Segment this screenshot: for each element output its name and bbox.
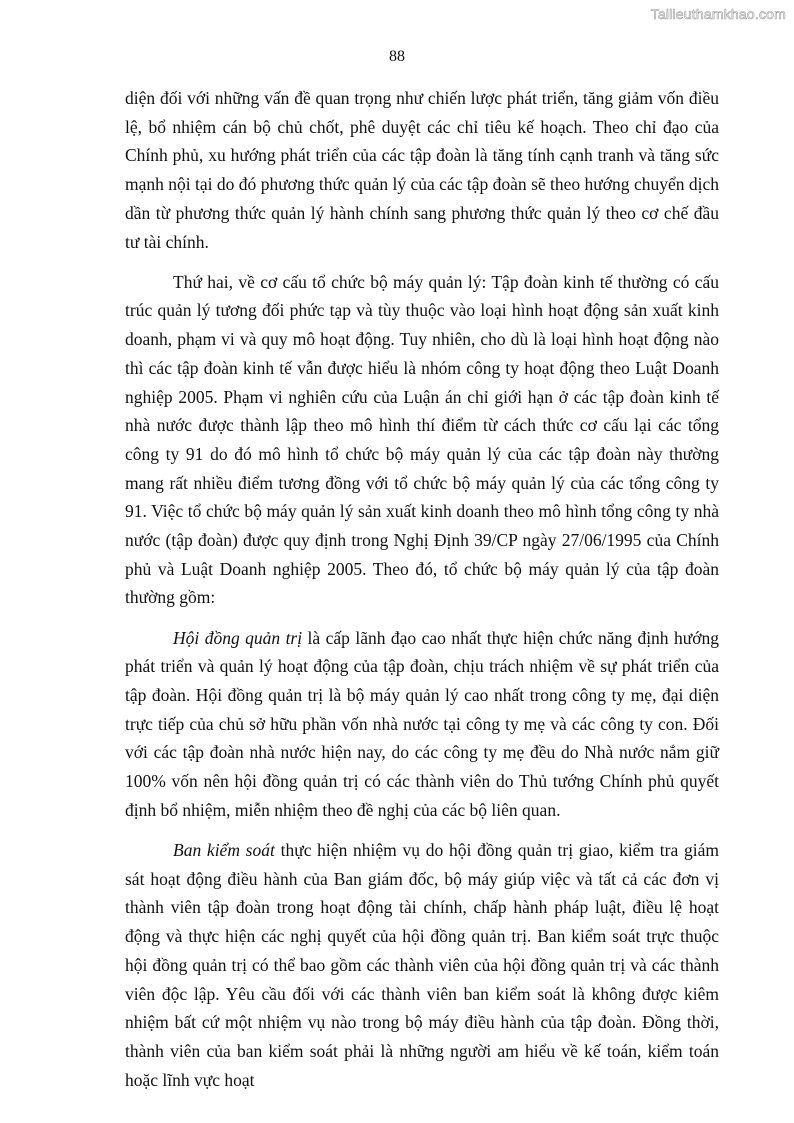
document-body: [125, 84, 719, 1106]
paragraph-board-of-directors: [125, 624, 719, 825]
term-supervisory-board: Ban kiểm soát: [173, 840, 275, 861]
paragraph-organization-structure: [125, 268, 719, 612]
paragraph-text: diện đối với những vấn đề quan trọng như chiến lược phát triển, tăng giảm vốn điều lệ, bổ nhiệm cán bộ chủ chốt, phê duyệt các chỉ tiêu kế hoạch. Theo chỉ đạo của Chính phủ, xu hướng phát triển của các tập đoàn là tăng tính cạnh tranh và tăng sức mạnh nội tại do đó phương thức quản lý của các tập đoàn sẽ theo hướng chuyển dịch dần từ phương thức quản lý hành chính sang phương thức quản lý theo cơ chế đầu tư tài chính.: [125, 88, 719, 252]
watermark-text: Tailieuthamkhao.com: [650, 6, 786, 22]
paragraph-text: thực hiện nhiệm vụ do hội đồng quản trị giao, kiểm tra giám sát hoạt động điều hành của Ban giám đốc, bộ máy giúp việc và tất cả các đơn vị thành viên tập đoàn trong hoạt động tài chính, chấp hành pháp luật, điều lệ hoạt động và thực hiện các nghị quyết của hội đồng quản trị. Ban kiểm soát trực thuộc hội đồng quản trị có thể bao gồm các thành viên của hội đồng quản trị và các thành viên độc lập. Yêu cầu đối với các thành viên ban kiểm soát là không được kiêm nhiệm bất cứ một nhiệm vụ nào trong bộ máy điều hành của tập đoàn. Đồng thời, thành viên của ban kiểm soát phải là những người am hiểu về kế toán, kiểm toán hoặc lĩnh vực hoạt: [125, 840, 719, 1090]
page-number: 88: [389, 48, 405, 65]
paragraph-supervisory-board: [125, 836, 719, 1094]
paragraph-text: Thứ hai, về cơ cấu tổ chức bộ máy quản lý: Tập đoàn kinh tế thường có cấu trúc quản lý tương đối phức tạp và tùy thuộc vào loại hình hoạt động sản xuất kinh doanh, phạm vi và quy mô hoạt động. Tuy nhiên, cho dù là loại hình hoạt động nào thì các tập đoàn kinh tế vẫn được hiểu là nhóm công ty hoạt động theo Luật Doanh nghiệp 2005. Phạm vi nghiên cứu của Luận án chỉ giới hạn ở các tập đoàn kinh tế nhà nước được thành lập theo mô hình thí điểm từ cách thức cơ cấu lại các tổng công ty 91 do đó mô hình tổ chức bộ máy quản lý của các tập đoàn này thường mang rất nhiều điểm tương đồng với tổ chức bộ máy quản lý của các tổng công ty 91. Việc tổ chức bộ máy quản lý sản xuất kinh doanh theo mô hình tổng công ty nhà nước (tập đoàn) được quy định trong Nghị Định 39/CP ngày 27/06/1995 của Chính phủ và Luật Doanh nghiệp 2005. Theo đó, tổ chức bộ máy quản lý của tập đoàn thường gồm:: [125, 271, 719, 608]
paragraph-text: là cấp lãnh đạo cao nhất thực hiện chức năng định hướng phát triển và quản lý hoạt động của tập đoàn, chịu trách nhiệm về sự phát triển của tập đoàn. Hội đồng quản trị là bộ máy quản lý cao nhất trong công ty mẹ, đại diện trực tiếp của chủ sở hữu phần vốn nhà nước tại công ty mẹ và các công ty con. Đối với các tập đoàn nhà nước hiện nay, do các công ty mẹ đều do Nhà nước nắm giữ 100% vốn nên hội đồng quản trị có các thành viên do Thủ tướng Chính phủ quyết định bổ nhiệm, miễn nhiệm theo đề nghị của các bộ liên quan.: [125, 627, 719, 820]
paragraph-continuation: [125, 84, 719, 256]
term-board-of-directors: Hội đồng quản trị: [173, 627, 303, 648]
